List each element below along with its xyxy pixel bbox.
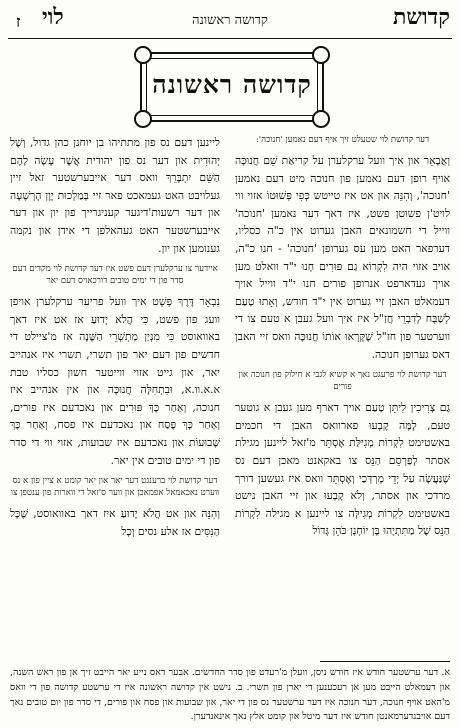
paragraph: וְאֲבָאֵר און איך וועל ערקלערן על קריאַת שֵׁם חֲנוּכָּה אויף רופן דעם נאמען פון חנוכה מיט דעם נאמען 'חנוכה', וְהִנֵּה און אט איז טייטש כְּפִי פְּשׁוּטוֹ אזוי ווי לויט'ן פשוטן פשט, איז דאך דער נאמען 'חנוכה' ווייל די חשמונאים האבן גערוט אין כ"ה כסליו, דערפאר האט מען עס גערופן 'חנוכה' - חנו כ"ה, אויב אזוי היה לִקְרוֹא גַם פּוּרִים חָנוּ י"ד וואלט מען אויך געדארפט אנרופן פורים חנו י"ד ווייל אויך דעמאלט האבן זיי גערוט אין י"ד חודש, וְאָתוּ טַעַם לְשַׁבָּח לְדִבְרֵי חֲזַ"ל איז איך וועל געבן א טעם צו די ווערטער פון חז"ל שֶׁקָּרְאוּ אוֹתוֹ חֲנוּכָּה וואס זיי האבן דאס גערופן חנוכה. xyxy=(235,154,450,361)
header-book-title-left: לוי xyxy=(42,4,64,30)
section-title: קדושה ראשונה xyxy=(152,70,312,99)
ornament-corner-icon xyxy=(312,110,330,128)
paragraph: ליינען דעם נס פון מתתיהו בן יוחנן כהן גדול, וְשֶׁל יְהוּדִית און דער נס פון יהודית אֲשֶׁר עָשָׂה לָהֶם הַשֵּׁם יִתְבָּרֵךְ וואס דער אייבערשטער זאל זיין געלויבט האט געמאכט פאר זיי בְּמַלְכוּת יָוָן הָרְשָׁעָה און דער רשעות'דיגער קעניגרייך פון יון און דער אייבערשטער האט געהאלפן די אידן און נקמה גענומען און יון. xyxy=(10,136,220,255)
column-note: דער קדושת לוי שטעלט זיך איף דעם נאמען 'חנוכה': xyxy=(255,135,430,145)
paragraph: נִבְאָר דֶּרֶךְ פְּשָׁט איך וועל פריער ערקלערן אויפן וועג פון פשט, כִּי הֲלֹא יָדוּעַ אז אט איז דאך באוואוסט כִּי מִנְיַן מַתְשְׁרֵי הַשָּׁנָה אז מ'ציילט די חדשים פון דעם יאר פון תשרי, תשרי איז אנהייב יאר, און גייט אזוי ווייטער חשון כסליו טבת א.א.וו.א, וּבִתְחִלָּה חֲנוּכָּה און אין אנהייב איז חנוכה, וְאַחַר כָּךְ פּוּרִים און נאכדעם איז פורים, וְאַחַר כָּךְ פֶּסַח און נאכדעם איז פסח, וְאַחַר כָּךְ שָׁבוּעוֹת און נאכדעם איז שבועות, אזוי ווי די סדר פון די ימים טובים אין יאר. xyxy=(10,295,220,467)
footnotes: א. דער ערשטער חודש איז חודש ניסן, וועלן מ'רעדט פון סדר החדשים. אבער דאס נייע יאר הייבט זיך אן פון ראש השנה, און דעמאלט הייבט מען אן רעכענען די יארן פון תשרי. ב. נישט אין קדושה ראשונה איז די ערשטע קדושה פון די וואס מ'האט אויף חנוכה, דער חנוכה איז דער ערשטער נס פון די יאר, און שבועות און פסח און פורים, די סדר פון יום טובים נאך דעם אויבנדערמאנטן חודש איז דער מיטל און קומט אלץ נאך אינאנדערן. xyxy=(10,667,450,723)
paragraph: וְהִנֵּה און אט הֲלֹא יָדוּעַ איז דאך באוואוסט, שֶׁכָּל הַנִּסִּים אז אלע נסים וְכָל xyxy=(10,507,220,538)
right-column xyxy=(235,134,450,540)
section-title-frame xyxy=(140,52,324,122)
left-column xyxy=(10,134,220,540)
page-number: ז xyxy=(16,12,21,31)
ornament-corner-icon xyxy=(312,46,330,64)
ornament-corner-icon xyxy=(134,110,152,128)
column-note: דער קדושת לוי ברענגט דער יאר און יאר קומט א ציין פון א נס ווערט נאכאמאל אפמאכן און ווער ס'זאל די ווארות פון ענטפן צו xyxy=(10,476,220,499)
header-section-title: קדושה ראשונה xyxy=(192,13,268,28)
header-rule xyxy=(8,38,452,39)
ornament-corner-icon xyxy=(134,46,152,64)
column-note: דער קדושת לוי פרעגט נאך א קשיא לגבי א חילוק פון חנוכה און פורים xyxy=(238,370,447,393)
column-note: איידער צו ערקלערן דעם פשט איז דער קדושת לוי מקדים דעם סדר פון די ימים טובים דורכאויס דעם יאר xyxy=(12,264,218,287)
paragraph: גַם צְרִיכִין לִיתֵּן טַעַם אויך דארף מען געבן א גוטער טעם, לָמָּה קָבְעוּ פארוואס האבן די חכמים באשטימט לִקְרוֹת מְגִילַּת אֶסְתֵּר מ'זאל ליינען מגילת אסתר לְפַרְסֵם הַנֵּס צו באקאנט מאכן דעם נס שֶׁנַּעֲשָׂה עַל יְדֵי מָרְדְּכַי וְאֶסְתֵּר וואס איז געשען דורך מרדכי און אסתר, וְלֹא קָבְעוּ און זיי האבן נישט באשטימט לִקְרוֹת מְגִילָּה צו ליינען א מגילה לִקְרוֹת הַנֵּס שֶׁל מַתִּתְיָהוּ בֶּן יוֹחָנָן כֹּהֵן גָּדוֹל xyxy=(235,401,450,538)
header-book-title-right: קדושת xyxy=(393,4,450,30)
running-header xyxy=(8,4,452,38)
footnote-rule xyxy=(320,661,450,662)
